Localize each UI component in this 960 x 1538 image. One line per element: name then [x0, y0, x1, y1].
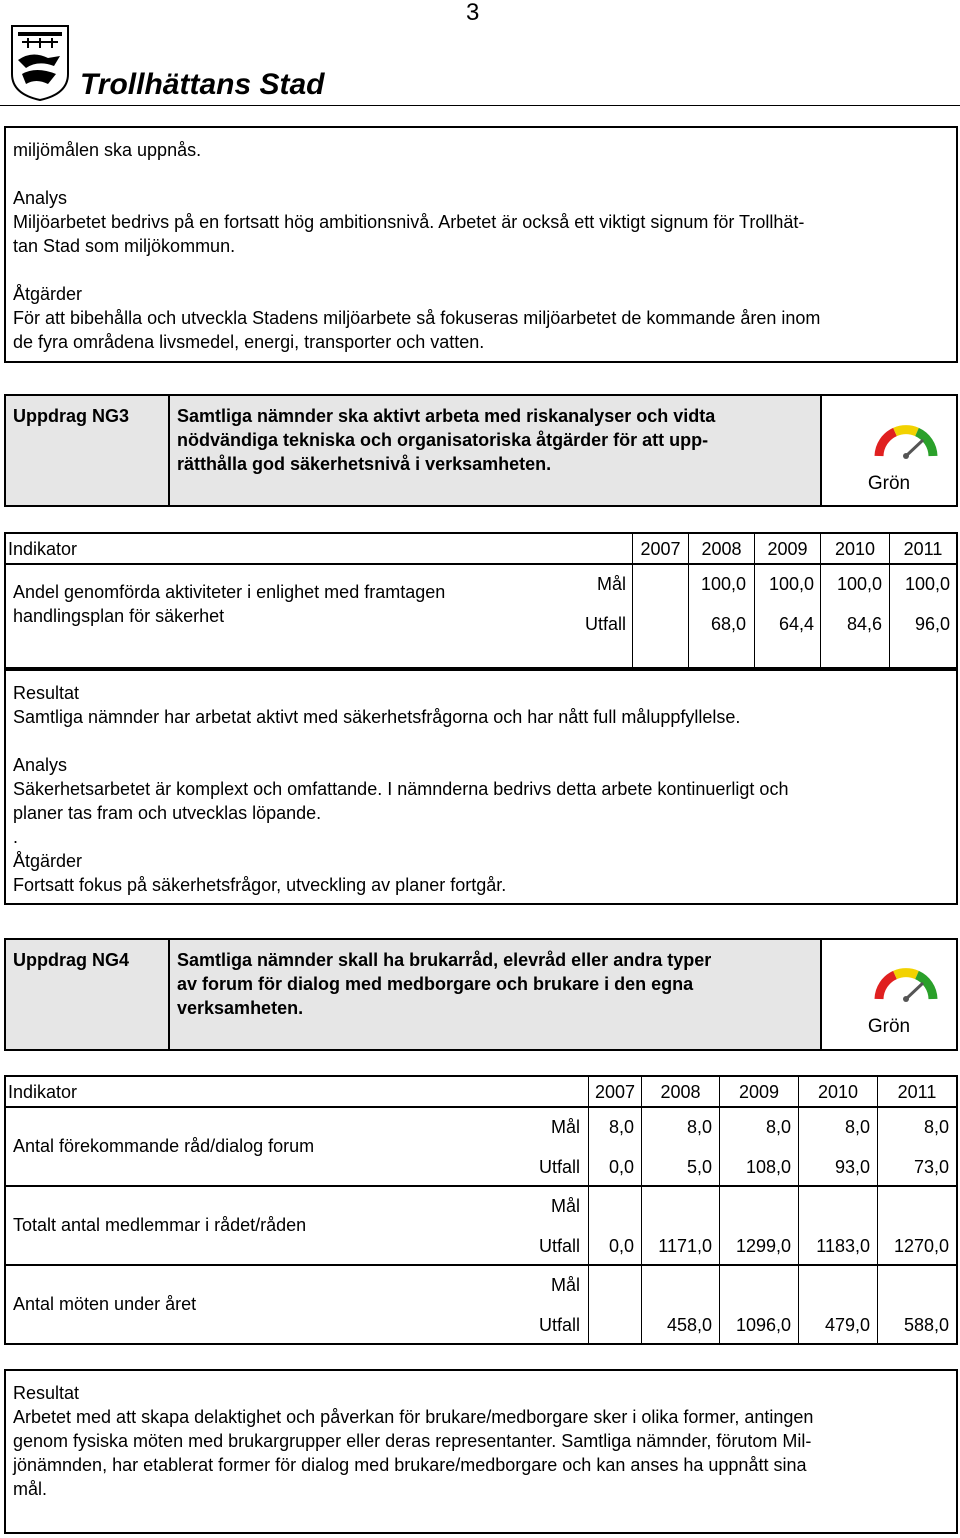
mal-value: 100,0 [836, 574, 882, 594]
utfall-value: 93,0 [834, 1157, 870, 1177]
indicator-name: Andel genomförda aktiviteter i enlighet med framtagen [13, 582, 446, 602]
resultat-text: jönämnden, har etablerat former för dialog med brukare/medborgare och kan anses ha uppnått sina [13, 1455, 807, 1475]
year-header: 2011 [897, 1082, 937, 1102]
year-header: 2010 [834, 539, 876, 559]
utfall-label: Utfall [538, 1236, 580, 1256]
utfall-value: 588,0 [903, 1315, 949, 1335]
mal-value: 8,0 [686, 1117, 712, 1137]
indicator-name: handlingsplan för säkerhet [13, 606, 225, 626]
ng4-divider [168, 938, 170, 1051]
year-header: 2007 [640, 539, 681, 559]
utfall-value: 1270,0 [893, 1236, 949, 1256]
ng3-description: Samtliga nämnder ska aktivt arbeta med riskanalyser och vidta [177, 406, 716, 426]
indicator-name: Antal möten under året [13, 1294, 197, 1314]
analys-text: planer tas fram och utvecklas löpande. [13, 803, 322, 823]
utfall-value: 479,0 [824, 1315, 870, 1335]
atgarder-text: de fyra områdena livsmedel, energi, transporter och vatten. [13, 332, 485, 352]
table-header-rule [4, 1106, 958, 1108]
table-row-rule [4, 1185, 958, 1187]
year-header: 2011 [903, 539, 943, 559]
utfall-value: 108,0 [745, 1157, 791, 1177]
year-header: 2008 [660, 1082, 701, 1102]
indicator-name: Totalt antal medlemmar i rådet/råden [13, 1215, 307, 1235]
mal-label: Mål [550, 1196, 580, 1216]
mal-value: 8,0 [923, 1117, 949, 1137]
table-row-rule [4, 1264, 958, 1266]
ng4-description: verksamheten. [177, 998, 304, 1018]
ng4-label: Uppdrag NG4 [13, 950, 130, 970]
indikator-header: Indikator [8, 539, 78, 559]
atgarder-text: Fortsatt fokus på säkerhetsfrågor, utveckling av planer fortgår. [13, 875, 507, 895]
ng3-status: Grön [867, 473, 911, 494]
mal-value: 100,0 [768, 574, 814, 594]
ng3-divider [168, 394, 170, 507]
utfall-value: 1096,0 [735, 1315, 791, 1335]
analys-text: Säkerhetsarbetet är komplext och omfattande. I nämnderna bedrivs detta arbete kontinuerligt och [13, 779, 789, 799]
utfall-value: 0,0 [608, 1157, 634, 1177]
utfall-value: 1183,0 [816, 1236, 870, 1256]
analys-heading: Analys [13, 188, 68, 208]
atgarder-heading: Åtgärder [13, 851, 83, 871]
ng4-status: Grön [867, 1016, 911, 1037]
utfall-value: 0,0 [608, 1236, 634, 1256]
mal-value: 100,0 [904, 574, 950, 594]
utfall-value: 458,0 [666, 1315, 712, 1335]
logo-text: Trollhättans Stad [80, 68, 325, 101]
analys-text: tan Stad som miljökommun. [13, 236, 236, 256]
utfall-value: 5,0 [686, 1157, 712, 1177]
ng3-description: rätthålla god säkerhetsnivå i verksamheten. [177, 454, 552, 474]
mal-value: 100,0 [700, 574, 746, 594]
utfall-value: 73,0 [913, 1157, 949, 1177]
year-header: 2009 [767, 539, 808, 559]
atgarder-text: För att bibehålla och utveckla Stadens miljöarbete så fokuseras miljöarbetet de kommande åren inom [13, 308, 821, 328]
utfall-value: 96,0 [914, 614, 950, 634]
utfall-value: 1299,0 [735, 1236, 791, 1256]
trollhattan-logo [8, 22, 338, 102]
utfall-value: 64,4 [778, 614, 814, 634]
year-header: 2010 [817, 1082, 859, 1102]
resultat-heading: Resultat [13, 683, 80, 703]
indicator-name: Antal förekommande råd/dialog forum [13, 1136, 315, 1156]
utfall-label: Utfall [538, 1315, 580, 1335]
mal-value: 8,0 [765, 1117, 791, 1137]
table-header-rule [4, 563, 958, 565]
utfall-value: 84,6 [846, 614, 882, 634]
gauge-icon [873, 965, 939, 1003]
atgarder-heading: Åtgärder [13, 284, 83, 304]
resultat-heading: Resultat [13, 1383, 80, 1403]
analys-heading: Analys [13, 755, 68, 775]
coat-of-arms-icon [12, 26, 68, 100]
ng3-description: nödvändiga tekniska och organisatoriska åtgärder för att upp- [177, 430, 709, 450]
mal-label: Mål [550, 1275, 580, 1295]
gauge-icon [873, 422, 939, 460]
miljo-line: miljömålen ska uppnås. [13, 140, 202, 160]
resultat-text: Samtliga nämnder har arbetat aktivt med säkerhetsfrågorna och har nått full måluppfyllelse. [13, 707, 741, 727]
mal-label: Mål [596, 574, 626, 594]
utfall-value: 68,0 [710, 614, 746, 634]
utfall-value: 1171,0 [658, 1236, 712, 1256]
mal-value: 8,0 [608, 1117, 634, 1137]
separator-dot: . [13, 827, 19, 847]
ng4-description: av forum för dialog med medborgare och brukare i den egna [177, 974, 694, 994]
indikator-header: Indikator [8, 1082, 78, 1102]
ng4-description: Samtliga nämnder skall ha brukarråd, elevråd eller andra typer [177, 950, 712, 970]
resultat-text: genom fysiska möten med brukargrupper eller deras representanter. Samtliga nämnder, förutom Mil- [13, 1431, 812, 1451]
year-header: 2009 [738, 1082, 780, 1102]
year-header: 2007 [594, 1082, 636, 1102]
mal-label: Mål [550, 1117, 580, 1137]
utfall-label: Utfall [538, 1157, 580, 1177]
page-number: 3 [466, 0, 480, 26]
utfall-label: Utfall [584, 614, 626, 634]
mal-value: 8,0 [844, 1117, 870, 1137]
ng3-label: Uppdrag NG3 [13, 406, 130, 426]
year-header: 2008 [701, 539, 742, 559]
header-rule [0, 105, 960, 106]
analys-text: Miljöarbetet bedrivs på en fortsatt hög ambitionsnivå. Arbetet är också ett viktigt signum för Trollhät- [13, 212, 805, 232]
resultat-text: mål. [13, 1479, 48, 1499]
resultat-text: Arbetet med att skapa delaktighet och påverkan för brukare/medborgare sker i olika former, antingen [13, 1407, 814, 1427]
